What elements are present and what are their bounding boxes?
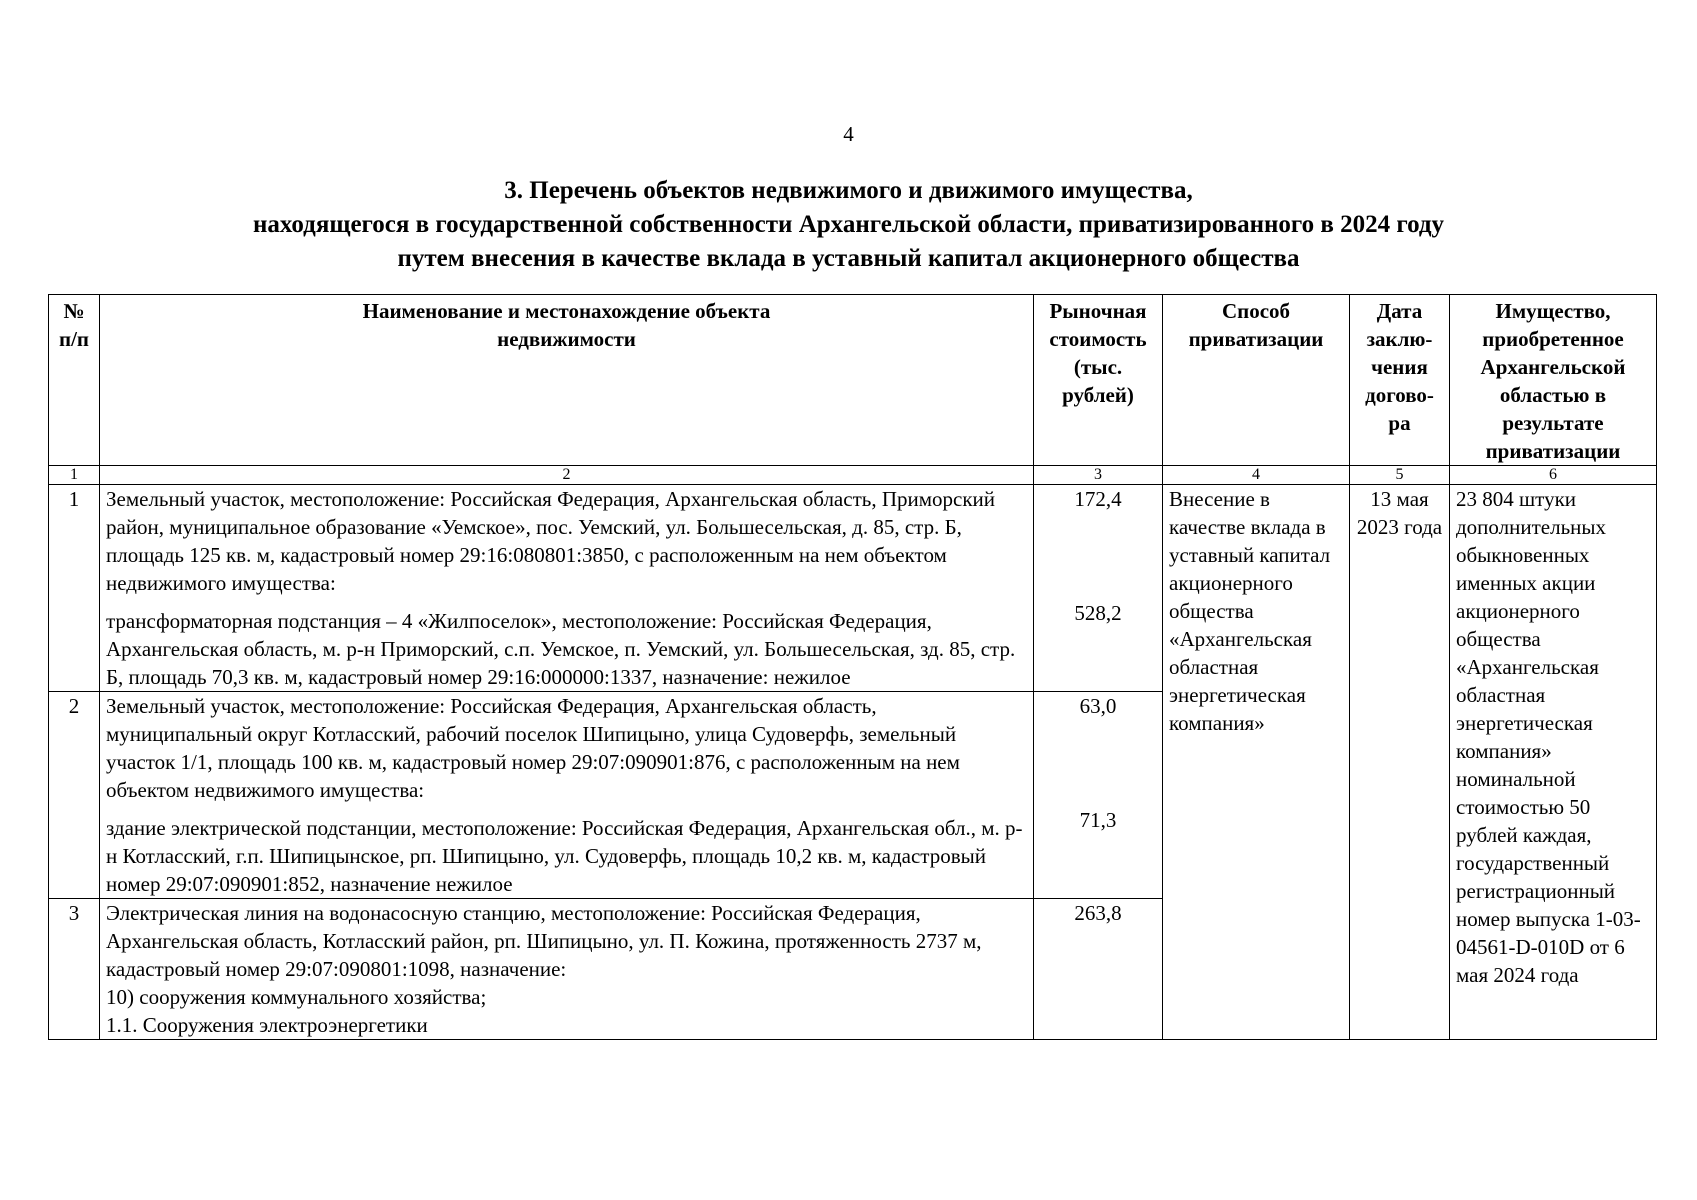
object-description (100, 899, 1034, 1040)
document-title (0, 174, 1697, 276)
column-number: 1 (49, 466, 100, 485)
market-value-item: 263,8 (1074, 901, 1122, 925)
row-number: 2 (49, 692, 100, 899)
object-description-part: Электрическая линия на водонасосную станцию, местоположение: Российская Федерация, Архангельская область, Котласский район, рп. Шипицыно, ул. П. Кожина, протяженность 2737 м, кадастровый номер 29:07:090801:1098, назначение: (106, 901, 982, 981)
table-row (49, 485, 1657, 692)
market-value (1034, 899, 1163, 1040)
page-number: 4 (843, 122, 854, 146)
header-date: Дата заклю-чения догово-ра (1350, 295, 1450, 466)
market-value (1034, 485, 1163, 692)
privatization-method: Внесение в качестве вклада в уставный капитал акционерного общества «Архангельская областная энергетическая компания» (1163, 485, 1350, 1040)
title-line-2: находящегося в государственной собственности Архангельской области, приватизированного в 2024 году (252, 211, 1445, 238)
market-value (1034, 692, 1163, 899)
row-number: 3 (49, 899, 100, 1040)
row-number: 1 (49, 485, 100, 692)
column-number: 4 (1163, 466, 1350, 485)
header-name-text: Наименование и местонахождение объекта недвижимости (362, 299, 771, 351)
object-description (100, 485, 1034, 692)
column-number: 3 (1034, 466, 1163, 485)
market-value-item: 528,2 (1074, 601, 1122, 625)
title-line-1: 3. Перечень объектов недвижимого и движимого имущества, (504, 177, 1193, 204)
privatization-table (48, 294, 1657, 1040)
object-description-part: 10) сооружения коммунального хозяйства; (106, 985, 487, 1009)
column-number: 6 (1450, 466, 1657, 485)
object-description-part: трансформаторная подстанция – 4 «Жилпоселок», местоположение: Российская Федерация, Архангельская область, м. р-н Приморский, с.п. Уемское, п. Уемский, ул. Большесельская, зд. 85, стр. Б, площадь 70,3 кв. м, кадастровый номер 29:16:000000:1337, назначение: нежилое (106, 609, 1016, 689)
object-description-part: Земельный участок, местоположение: Российская Федерация, Архангельская область, Приморский район, муниципальное образование «Уемское», пос. Уемский, ул. Большесельская, д. 85, стр. Б, площадь 125 кв. м, кадастровый номер 29:16:080801:3850, с расположенным на нем объектом недвижимого имущества: (106, 487, 996, 595)
object-description (100, 692, 1034, 899)
market-value-item: 63,0 (1079, 694, 1117, 718)
header-method: Способ приватизации (1163, 295, 1350, 466)
column-number: 5 (1350, 466, 1450, 485)
market-value-item: 71,3 (1079, 808, 1117, 832)
table-header-row (49, 295, 1657, 466)
header-number: № п/п (49, 295, 100, 466)
header-result: Имущество, приобретенное Архангельской областью в результате приватизации (1450, 295, 1657, 466)
market-value-item: 172,4 (1074, 487, 1122, 511)
title-line-3: путем внесения в качестве вклада в уставный капитал акционерного общества (397, 245, 1300, 272)
object-description-part: 1.1. Сооружения электроэнергетики (106, 1013, 428, 1037)
contract-date: 13 мая 2023 года (1350, 485, 1450, 1040)
header-name (100, 295, 1034, 466)
acquired-property: 23 804 штуки дополнительных обыкновенных именных акции акционерного общества «Архангельская областная энергетическая компания» номинальной стоимостью 50 рублей каждая, государственный регистрационный номер выпуска 1-03-04561-D-010D от 6 мая 2024 года (1450, 485, 1657, 1040)
column-number-row (49, 466, 1657, 485)
object-description-part: здание электрической подстанции, местоположение: Российская Федерация, Архангельская обл., м. р-н Котласский, г.п. Шипицынское, рп. Шипицыно, ул. Судоверфь, площадь 10,2 кв. м, кадастровый номер 29:07:090901:852, назначение нежилое (106, 816, 1023, 896)
object-description-part: Земельный участок, местоположение: Российская Федерация, Архангельская область, муниципальный округ Котласский, рабочий поселок Шипицыно, улица Судоверфь, земельный участок 1/1, площадь 100 кв. м, кадастровый номер 29:07:090901:876, с расположенным на нем объектом недвижимого имущества: (106, 694, 960, 802)
column-number: 2 (100, 466, 1034, 485)
header-value: Рыночная стоимость (тыс. рублей) (1034, 295, 1163, 466)
